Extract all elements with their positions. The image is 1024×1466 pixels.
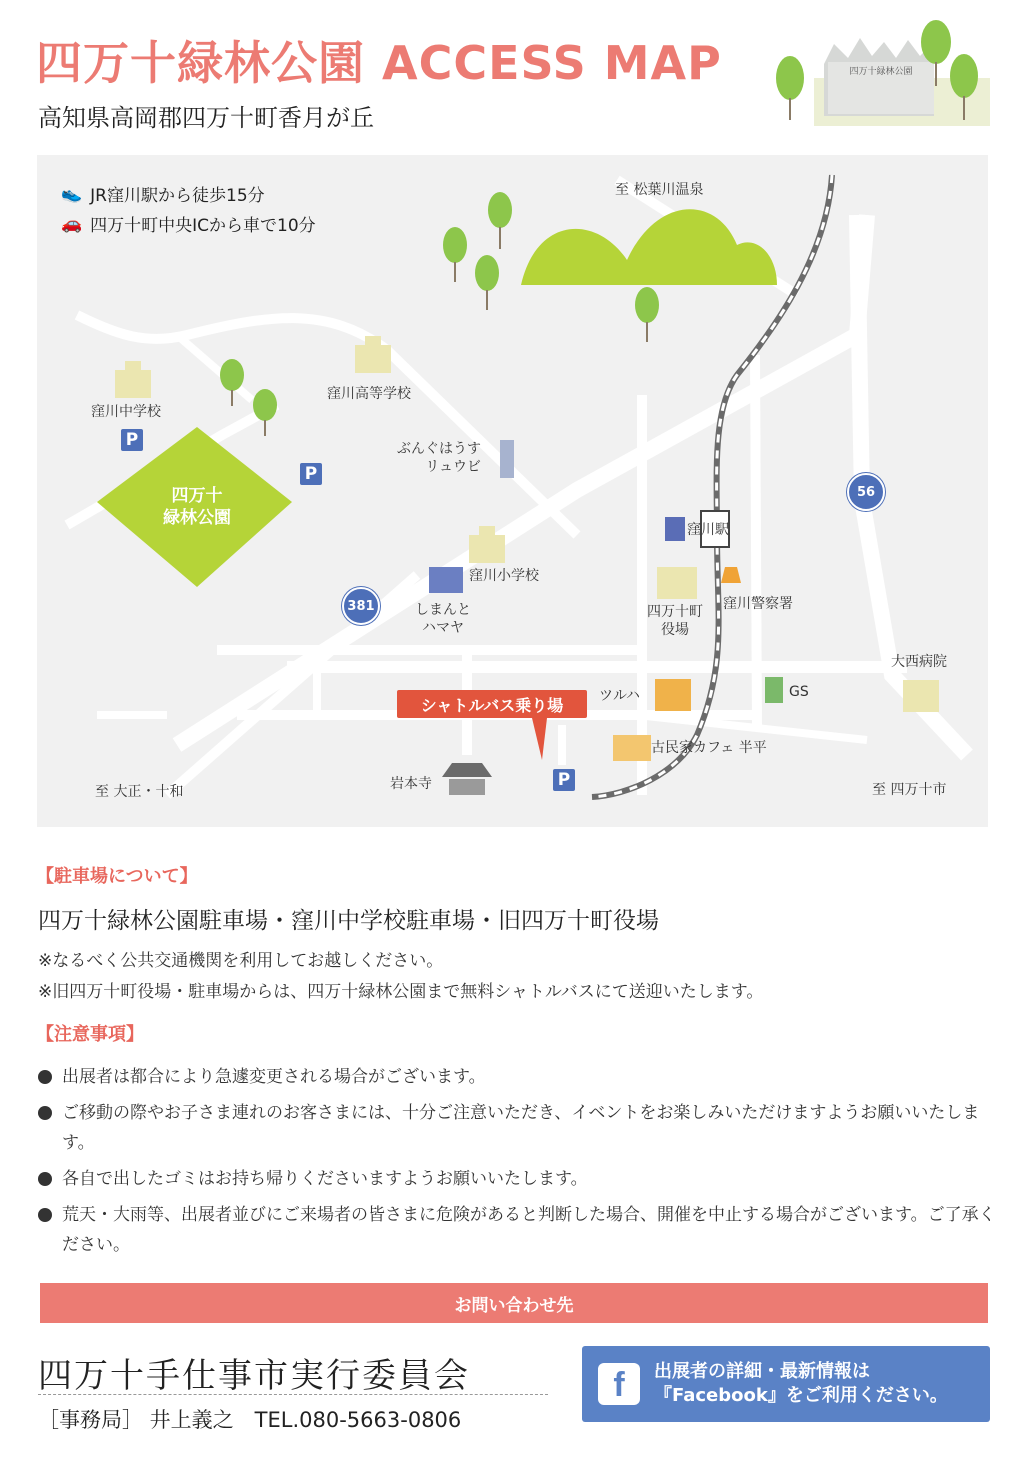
- bullet-icon: [38, 1106, 52, 1120]
- walk-access: JR窪川駅から徒歩15分: [90, 186, 265, 206]
- parking-note-1: ※なるべく公共交通機関を利用してお越しください。: [38, 951, 444, 971]
- caution-heading: 【注意事項】: [36, 1024, 144, 1045]
- organization-name: 四万十手仕事市実行委員会: [38, 1356, 470, 1396]
- facebook-banner[interactable]: [582, 1346, 990, 1422]
- label-temple: 岩本寺: [390, 776, 432, 792]
- address: 高知県高岡郡四万十町香月が丘: [38, 104, 374, 132]
- school-icon: [115, 361, 151, 398]
- label-station: 窪川駅: [687, 522, 729, 538]
- facebook-line1: 出展者の詳細・最新情報は: [654, 1360, 870, 1382]
- tree-icon: [475, 255, 499, 310]
- access-map: [37, 155, 988, 827]
- temple-icon: [442, 763, 492, 777]
- parking-note-2: ※旧四万十町役場・駐車場からは、四万十緑林公園まで無料シャトルバスにて送迎いたします。: [38, 982, 764, 1002]
- office-contact: ［事務局］ 井上義之 TEL.080-5663-0806: [38, 1408, 462, 1432]
- shop-icon: [655, 679, 691, 711]
- walk-icon: 👟: [61, 183, 83, 204]
- bullet-icon: [38, 1208, 52, 1222]
- caution-item: 荒天・大雨等、出展者並びにご来場者の皆さまに危険があると判断した場合、開催を中止する場合がございます。ご了承ください。: [36, 1200, 996, 1260]
- label-kubokawa-junior-high: 窪川中学校: [91, 404, 161, 420]
- divider: [38, 1394, 548, 1395]
- parking-icon: P: [121, 429, 143, 451]
- park-sign-illustration: [768, 18, 998, 130]
- page-title: 四万十緑林公園 ACCESS MAP: [36, 36, 722, 90]
- label-kubokawa-high: 窪川高等学校: [327, 386, 411, 402]
- label-cafe: 古民家カフェ 半平: [651, 740, 767, 756]
- bullet-icon: [38, 1070, 52, 1084]
- caution-list: [36, 1062, 996, 1266]
- caution-item: 出展者は都合により急遽変更される場合がございます。: [36, 1062, 996, 1092]
- label-tsuruha: ツルハ: [599, 688, 641, 704]
- park-sign-text: 四万十緑林公園: [849, 67, 913, 77]
- facebook-icon: f: [598, 1363, 640, 1405]
- car-access: 四万十町中央ICから車で10分: [90, 216, 316, 236]
- tree-icon: [488, 192, 512, 249]
- parking-icon: P: [553, 769, 575, 791]
- parking-heading: 【駐車場について】: [36, 866, 198, 887]
- townhall-icon: [657, 567, 697, 599]
- route-56-marker: 56: [847, 473, 885, 511]
- tree-icon: [220, 359, 244, 406]
- label-shimanto-line1: しまんと: [415, 602, 471, 618]
- caution-item: 各自で出したゴミはお持ち帰りくださいますようお願いいたします。: [36, 1164, 996, 1194]
- shop-icon: [429, 567, 463, 593]
- label-townhall-line1: 四万十町: [647, 604, 703, 620]
- label-bungu-line1: ぶんぐはうす: [397, 441, 481, 457]
- parking-icon: P: [300, 463, 322, 485]
- school-icon: [355, 336, 391, 373]
- route-381-marker: 381: [342, 587, 380, 625]
- parking-list: 四万十緑林公園駐車場・窪川中学校駐車場・旧四万十町役場: [38, 908, 659, 934]
- label-bungu-line2: リュウビ: [425, 459, 481, 476]
- facebook-line2: 『Facebook』をご利用ください。: [654, 1385, 948, 1406]
- park-label: [85, 427, 309, 587]
- contact-bar: お問い合わせ先: [40, 1283, 988, 1323]
- train-icon: [665, 517, 685, 541]
- car-icon: 🚗: [61, 213, 83, 234]
- park-label-line1: 四万十: [171, 485, 223, 506]
- label-shimanto-line2: ハマヤ: [422, 620, 464, 637]
- label-hospital: 大西病院: [891, 654, 947, 670]
- label-gs: GS: [789, 684, 809, 700]
- park-label-line2: 緑林公園: [163, 508, 231, 528]
- shuttle-pointer: [532, 718, 547, 760]
- building-icon: [500, 440, 514, 478]
- tree-icon: [443, 227, 467, 282]
- police-icon: [721, 567, 741, 583]
- label-kubokawa-elementary: 窪川小学校: [469, 568, 539, 584]
- hospital-icon: [903, 680, 939, 712]
- label-townhall-line2: 役場: [661, 622, 689, 639]
- mountain-illustration: [521, 209, 777, 285]
- tree-icon: [776, 56, 804, 120]
- tree-icon: [635, 287, 659, 342]
- label-to-matsubagawa: 至 松葉川温泉: [615, 182, 704, 198]
- shuttle-stop-label: シャトルバス乗り場: [397, 690, 587, 718]
- bullet-icon: [38, 1172, 52, 1186]
- label-police: 窪川警察署: [723, 596, 793, 612]
- label-to-taisho: 至 大正・十和: [95, 784, 184, 800]
- label-to-shimanto-city: 至 四万十市: [872, 782, 947, 798]
- cafe-icon: [613, 735, 651, 761]
- caution-item: ご移動の際やお子さま連れのお客さまには、十分ご注意いただき、イベントをお楽しみいただけますようお願いいたします。: [36, 1098, 996, 1158]
- gas-station-icon: [765, 677, 783, 703]
